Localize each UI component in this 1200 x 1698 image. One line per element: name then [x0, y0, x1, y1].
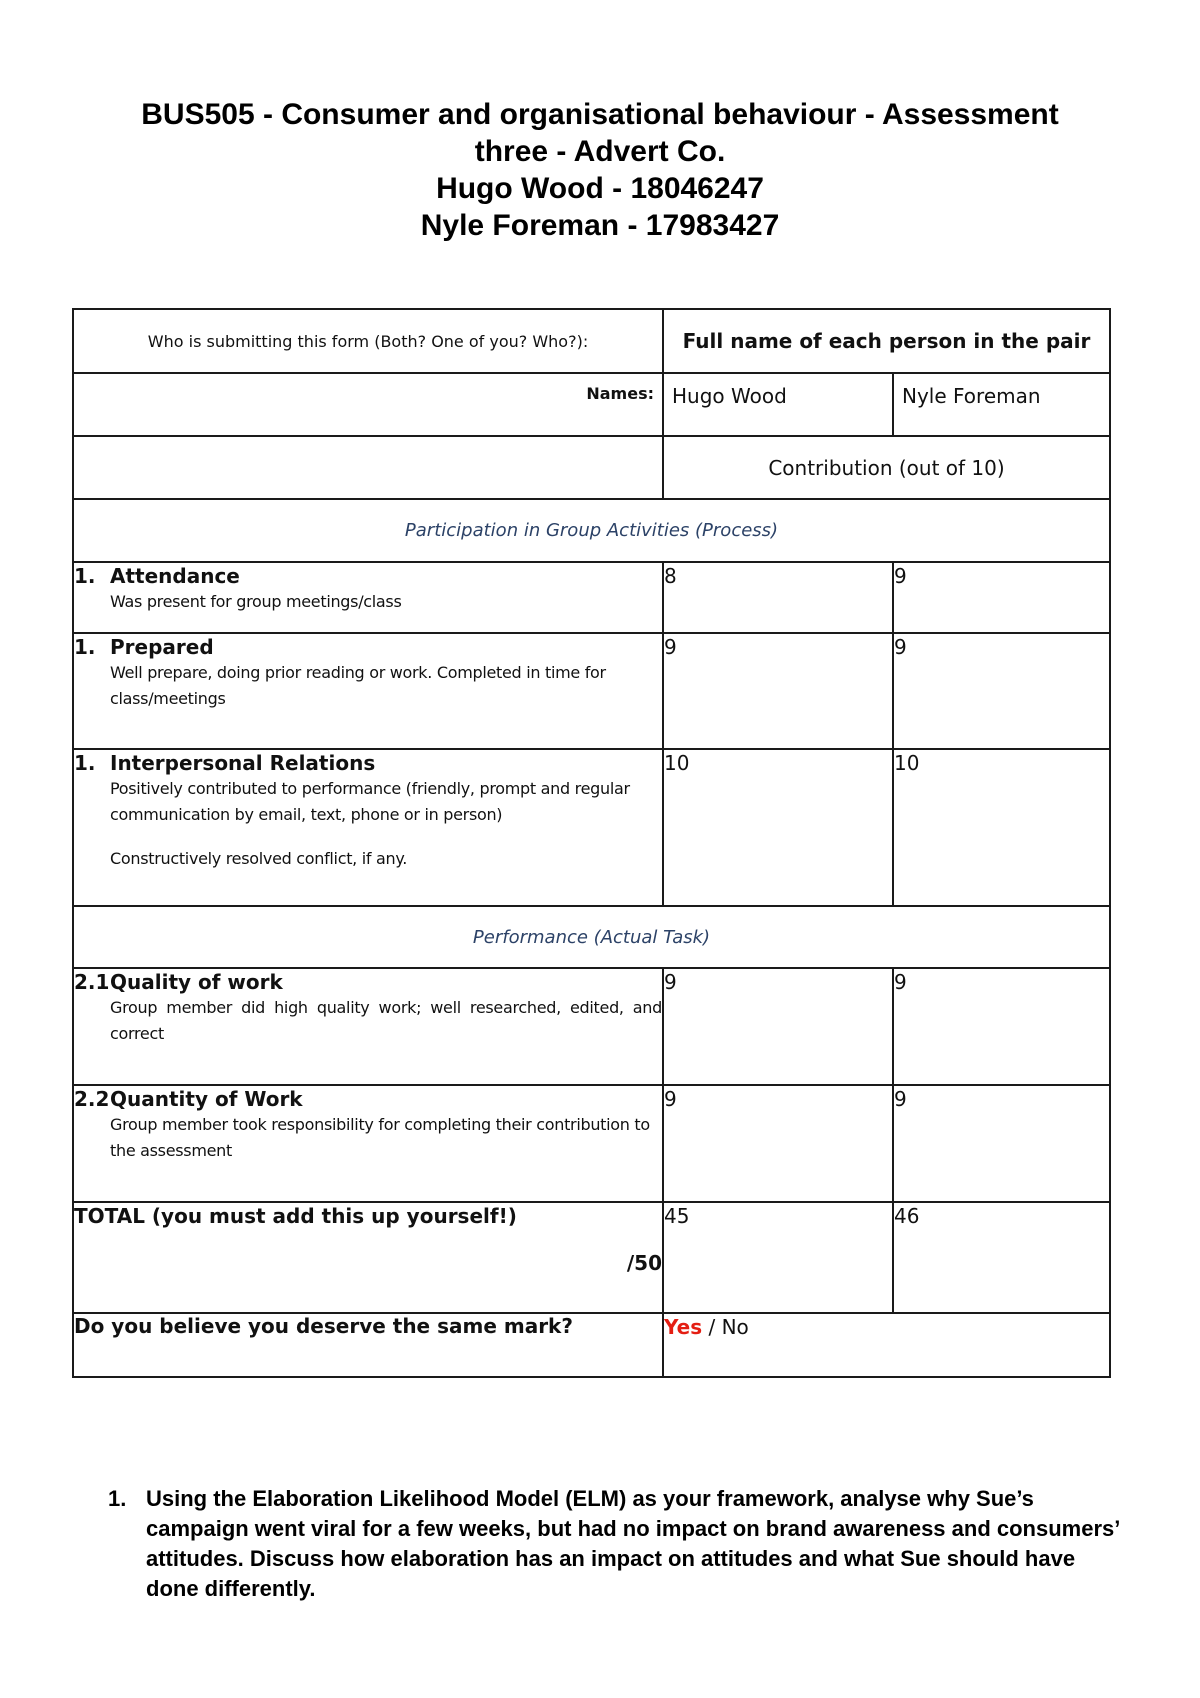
names-label: Names:: [586, 384, 654, 403]
contribution-header-cell: [663, 436, 1110, 499]
criterion-title: Prepared: [110, 635, 214, 659]
question-item: [108, 1484, 1128, 1604]
total-out-of: /50: [626, 1251, 662, 1275]
question-text: Using the Elaboration Likelihood Model (ELM) as your framework, analyse why Sue’s campaign went viral for a few weeks, but had no impact on brand awareness and consumers’ attitudes. Discuss how elaboration has an impact on attitudes and what Sue should have done differently.: [146, 1486, 1120, 1601]
title-line-3: Hugo Wood - 18046247: [436, 172, 764, 205]
title-line-1: BUS505 - Consumer and organisational behaviour - Assessment: [141, 98, 1059, 131]
criterion-quantity: [73, 1085, 663, 1202]
section-process-heading: Participation in Group Activities (Process): [73, 499, 1110, 562]
total-label: TOTAL (you must add this up yourself!): [74, 1204, 517, 1228]
criterion-number: 2.2: [74, 1087, 110, 1111]
criterion-number: 2.1: [74, 970, 110, 994]
criterion-description: Group member did high quality work; well researched, edited, and correct: [110, 998, 662, 1043]
score-quality-nyle[interactable]: 9: [893, 968, 1110, 1085]
score-attendance-nyle[interactable]: 9: [893, 562, 1110, 633]
full-name-header: Full name of each person in the pair: [682, 329, 1091, 353]
question-number: 1.: [108, 1486, 127, 1511]
criterion-title: Quantity of Work: [110, 1087, 303, 1111]
criterion-description: Positively contributed to performance (friendly, prompt and regular communication by email, text, phone or in person): [110, 779, 630, 824]
score-prepared-nyle[interactable]: 9: [893, 633, 1110, 749]
submitting-label: Who is submitting this form (Both? One of you? Who?):: [147, 331, 589, 351]
criterion-description-2: Constructively resolved conflict, if any.: [110, 849, 408, 868]
same-mark-question: Do you believe you deserve the same mark?: [74, 1314, 573, 1338]
name-2: Nyle Foreman: [902, 384, 1041, 408]
total-label-cell: [73, 1202, 663, 1313]
answer-yes: Yes: [664, 1315, 703, 1339]
full-name-header-cell: [663, 309, 1110, 373]
score-interpersonal-nyle[interactable]: 10: [893, 749, 1110, 906]
name-1: Hugo Wood: [672, 384, 787, 408]
peer-assessment-table: [72, 308, 1111, 1378]
section-performance-heading: Performance (Actual Task): [73, 906, 1110, 968]
empty-label-cell: [73, 436, 663, 499]
contribution-header: Contribution (out of 10): [768, 455, 1005, 480]
criterion-title: Quality of work: [110, 970, 283, 994]
name-1-cell[interactable]: [663, 373, 893, 436]
criterion-number: 1.: [74, 564, 96, 588]
score-quality-hugo[interactable]: 9: [663, 968, 893, 1085]
answer-no: / No: [702, 1315, 749, 1339]
criterion-prepared: [73, 633, 663, 749]
criterion-description: Well prepare, doing prior reading or work. Completed in time for class/meetings: [110, 663, 606, 708]
score-attendance-hugo[interactable]: 8: [663, 562, 893, 633]
total-nyle[interactable]: 46: [893, 1202, 1110, 1313]
criterion-description: Was present for group meetings/class: [110, 592, 402, 611]
criterion-interpersonal: [73, 749, 663, 906]
score-quantity-hugo[interactable]: 9: [663, 1085, 893, 1202]
score-quantity-nyle[interactable]: 9: [893, 1085, 1110, 1202]
title-line-2: three - Advert Co.: [474, 135, 726, 168]
criterion-title: Interpersonal Relations: [110, 751, 376, 775]
same-mark-question-cell: [73, 1313, 663, 1377]
criterion-description: Group member took responsibility for completing their contribution to the assessment: [110, 1115, 650, 1160]
score-prepared-hugo[interactable]: 9: [663, 633, 893, 749]
score-interpersonal-hugo[interactable]: 10: [663, 749, 893, 906]
same-mark-answer-cell[interactable]: [663, 1313, 1110, 1377]
criterion-number: 1.: [74, 751, 96, 775]
criterion-quality: [73, 968, 663, 1085]
total-hugo[interactable]: 45: [663, 1202, 893, 1313]
criterion-title: Attendance: [110, 564, 240, 588]
submitting-label-cell: [73, 309, 663, 373]
names-label-cell: [73, 373, 663, 436]
document-title: [60, 96, 1140, 244]
criterion-number: 1.: [74, 635, 96, 659]
title-line-4: Nyle Foreman - 17983427: [420, 209, 780, 242]
criterion-attendance: [73, 562, 663, 633]
name-2-cell[interactable]: [893, 373, 1110, 436]
